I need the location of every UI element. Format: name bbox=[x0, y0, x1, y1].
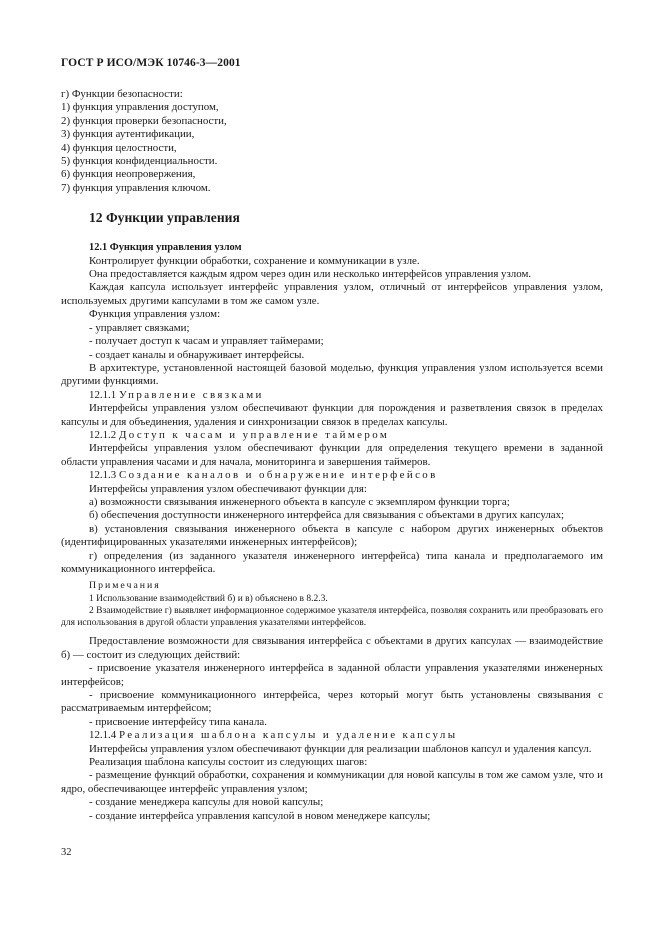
list-item: - создание менеджера капсулы для новой капсулы; bbox=[89, 796, 324, 809]
list-item: 7) функция управления ключом. bbox=[61, 181, 211, 194]
paragraph: Реализация шаблона капсулы состоит из следующих шагов: bbox=[89, 756, 368, 769]
list-item: - получает доступ к часам и управляет таймерами; bbox=[89, 335, 324, 348]
list-item: - присвоение интерфейсу типа канала. bbox=[89, 715, 267, 728]
paragraph: В архитектуре, установленной настоящей базовой моделью, функция управления узлом используется всеми другими функциями. bbox=[61, 361, 603, 388]
paragraph: Предоставление возможности для связывания интерфейса с объектами в других капсулах — взаимодействие б) — состоит из следующих действий: bbox=[61, 635, 603, 661]
list-item: г) определения (из заданного указателя инженерного интерфейса) типа канала и предполагаемого им коммуникационного интерфейса. bbox=[61, 549, 603, 575]
paragraph: Интерфейсы управления узлом обеспечивают функции для определения текущего времени в заданной области управления часами и для начала, мониторинга и завершения таймеров. bbox=[61, 442, 603, 468]
list-item: - создает каналы и обнаруживает интерфейсы. bbox=[89, 348, 305, 361]
paragraph: Она предоставляется каждым ядром через один или несколько интерфейсов управления узлом. bbox=[89, 268, 532, 281]
note-item: 2 Взаимодействие г) выявляет информационное содержимое указателя интерфейса, позволяя сохранить или преобразовать его для использования в другой области управления указателями интерфейсов. bbox=[61, 606, 603, 629]
list-item: 3) функция аутентификации, bbox=[61, 128, 195, 141]
paragraph: Каждая капсула использует интерфейс управления узлом, отличный от интерфейсов управления узлом, используемых другими капсулами в том же самом узле. bbox=[61, 281, 603, 307]
paragraph: Интерфейсы управления узлом обеспечивают функции для порождения и разветвления связок в пределах капсулы и для объединения, удаления и синхронизации связок в пределах капсулы. bbox=[61, 402, 603, 428]
paragraph: Контролирует функции обработки, сохранение и коммуникации в узле. bbox=[89, 254, 420, 267]
list-item: 4) функция целостности, bbox=[61, 141, 177, 154]
clause-number: 12.1.3 bbox=[89, 469, 117, 482]
clause-title: Управление связками bbox=[118, 388, 264, 401]
clause-heading bbox=[61, 389, 603, 402]
document-header: ГОСТ Р ИСО/МЭК 10746-3—2001 bbox=[61, 57, 241, 69]
list-item: - управляет связками; bbox=[89, 321, 190, 334]
security-functions-list bbox=[61, 101, 603, 195]
note-item: 1 Использование взаимодействий б) и в) объяснено в 8.2.3. bbox=[89, 593, 328, 604]
page-content bbox=[61, 88, 603, 823]
list-item: - создание интерфейса управления капсулой в новом менеджере капсулы; bbox=[89, 809, 431, 822]
paragraph: Функция управления узлом: bbox=[89, 308, 221, 321]
clause-title: Доступ к часам и управление таймером bbox=[118, 428, 390, 441]
page-number: 32 bbox=[61, 847, 72, 858]
section-title: 12 Функции управления bbox=[89, 210, 240, 226]
list-item: в) установления связывания инженерного объекта в капсуле с набором других инженерных объектов (идентифицированных указателями инженерных интерфейсов); bbox=[61, 522, 603, 549]
security-functions-intro: г) Функции безопасности: bbox=[61, 88, 183, 100]
subsection-heading: 12.1 Функция управления узлом bbox=[89, 242, 242, 254]
list-item: б) обеспечения доступности инженерного интерфейса для связывания с объектами в других капсулах; bbox=[89, 509, 565, 522]
list-item: 2) функция проверки безопасности, bbox=[61, 114, 227, 127]
clause-number: 12.1.4 bbox=[89, 729, 117, 742]
clause-heading bbox=[61, 469, 603, 482]
list-item: - присвоение коммуникационного интерфейса, через который могут быть установлены связывания с рассматриваемым интерфейсом; bbox=[61, 689, 603, 715]
clause-heading bbox=[61, 729, 603, 742]
list-item: - присвоение указателя инженерного интерфейса в заданной области управления указателями инженерных интерфейсов; bbox=[61, 662, 603, 688]
clause-title: Создание каналов и обнаружение интерфейсов bbox=[118, 469, 438, 482]
clause-title: Реализация шаблона капсулы и удаление капсулы bbox=[118, 729, 458, 742]
list-item: 1) функция управления доступом, bbox=[61, 101, 219, 114]
list-item: 5) функция конфиденциальности. bbox=[61, 155, 218, 168]
list-item: а) возможности связывания инженерного объекта в капсуле с экземпляром функции торга; bbox=[89, 495, 510, 508]
list-item: - размещение функций обработки, сохранения и коммуникации для новой капсулы в том же самом узле, что и ядро, обеспечивающее интерфейс управления узлом; bbox=[61, 769, 603, 795]
list-item: 6) функция неопровержения, bbox=[61, 168, 196, 181]
clause-number: 12.1.1 bbox=[89, 388, 117, 401]
notes-header: Примечания bbox=[89, 580, 161, 592]
clause-number: 12.1.2 bbox=[89, 428, 117, 441]
paragraph: Интерфейсы управления узлом обеспечивают функции для: bbox=[89, 482, 367, 495]
clause-heading bbox=[61, 429, 603, 442]
paragraph: Интерфейсы управления узлом обеспечивают функции для реализации шаблонов капсул и удаления капсул. bbox=[89, 742, 592, 755]
